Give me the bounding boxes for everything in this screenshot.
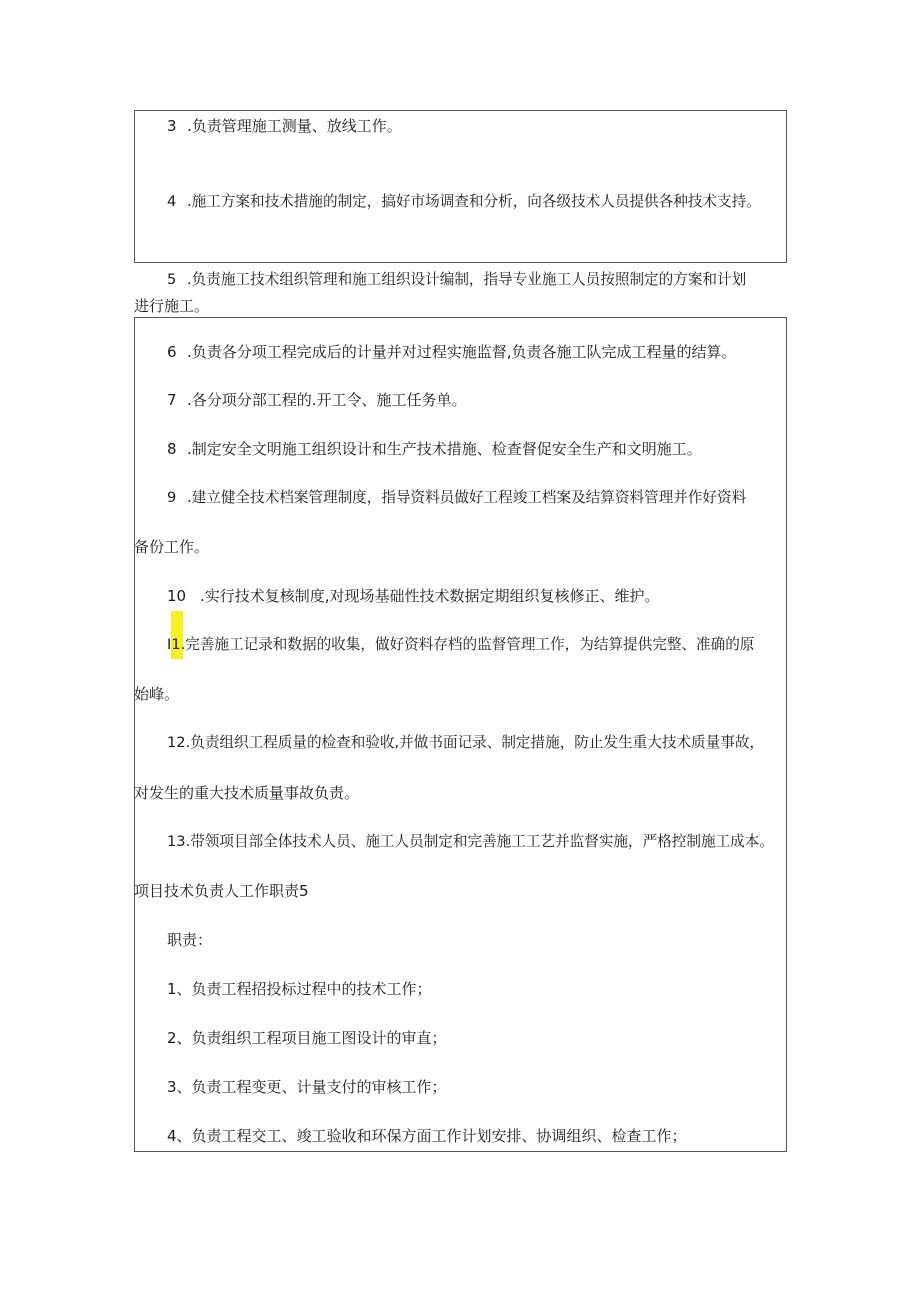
item-6-text: .负责各分项工程完成后的计量并对过程实施监督,负责各施工队完成工程量的结算。 [187,343,737,361]
item-8-text: .制定安全文明施工组织设计和生产技术措施、检查督促安全生产和文明施工。 [187,440,702,458]
item-8 [167,439,702,459]
item-4 [167,192,761,212]
item-9-line-1 [167,488,746,508]
item-9-text: .建立健全技术档案管理制度，指导资料员做好工程竣工档案及结算资料管理并作好资料 [187,489,747,506]
item-12-line-1: 12.负责组织工程质量的检查和验收,并做书面记录、制定措施，防止发生重大技术质量事故， [167,734,765,751]
item-6-number: 6 [167,343,177,361]
item-5-line-2: 进行施工。 [134,297,210,315]
item-13: 13.带领项目部全体技术人员、施工人员制定和完善施工工艺并监督实施，严格控制施工成本。 [167,833,774,850]
item-9-line-2: 备份工作。 [134,538,210,556]
item-9-number: 9 [167,489,177,506]
item-11-line-1: I1.完善施工记录和数据的收集，做好资料存档的监督管理工作，为结算提供完整、准确的原 [167,636,755,653]
item-3-number: 3 [167,117,177,135]
item-12-line-2: 对发生的重大技术质量事故负责。 [134,784,360,802]
item-7 [167,390,467,410]
item-3-text: .负责管理施工测量、放线工作。 [187,117,402,135]
duty-item-4: 4、负责工程交工、竣工验收和环保方面工作计划安排、协调组织、检查工作； [167,1127,687,1145]
item-8-number: 8 [167,440,177,458]
item-4-text: .施工方案和技术措施的制定，搞好市场调查和分析，向各级技术人员提供各种技术支持。 [187,193,761,210]
item-7-text: .各分项分部工程的.开工令、施工任务单。 [187,391,467,409]
item-7-number: 7 [167,391,177,409]
section-title: 项目技术负责人工作职责5 [134,882,309,900]
duties-label: 职责： [167,931,213,949]
item-5-text: .负责施工技术组织管理和施工组织设计编制，指导专业施工人员按照制定的方案和计划 [187,271,747,288]
item-11-line-2: 始峰。 [134,685,180,703]
duty-item-3: 3、负责工程变更、计量支付的审核工作； [167,1078,447,1096]
item-4-number: 4 [167,193,177,210]
item-6 [167,342,737,362]
item-10-number: 10 [167,587,187,605]
item-3 [167,116,402,136]
item-5-number: 5 [167,271,177,288]
duty-item-2: 2、负责组织工程项目施工图设计的审直； [167,1029,447,1047]
item-5-line-1 [167,270,746,290]
item-10-text: .实行技术复核制度,对现场基础性技术数据定期组织复核修正、维护。 [200,587,660,605]
duty-item-1: 1、负责工程招投标过程中的技术工作； [167,980,432,998]
item-10 [167,586,660,606]
